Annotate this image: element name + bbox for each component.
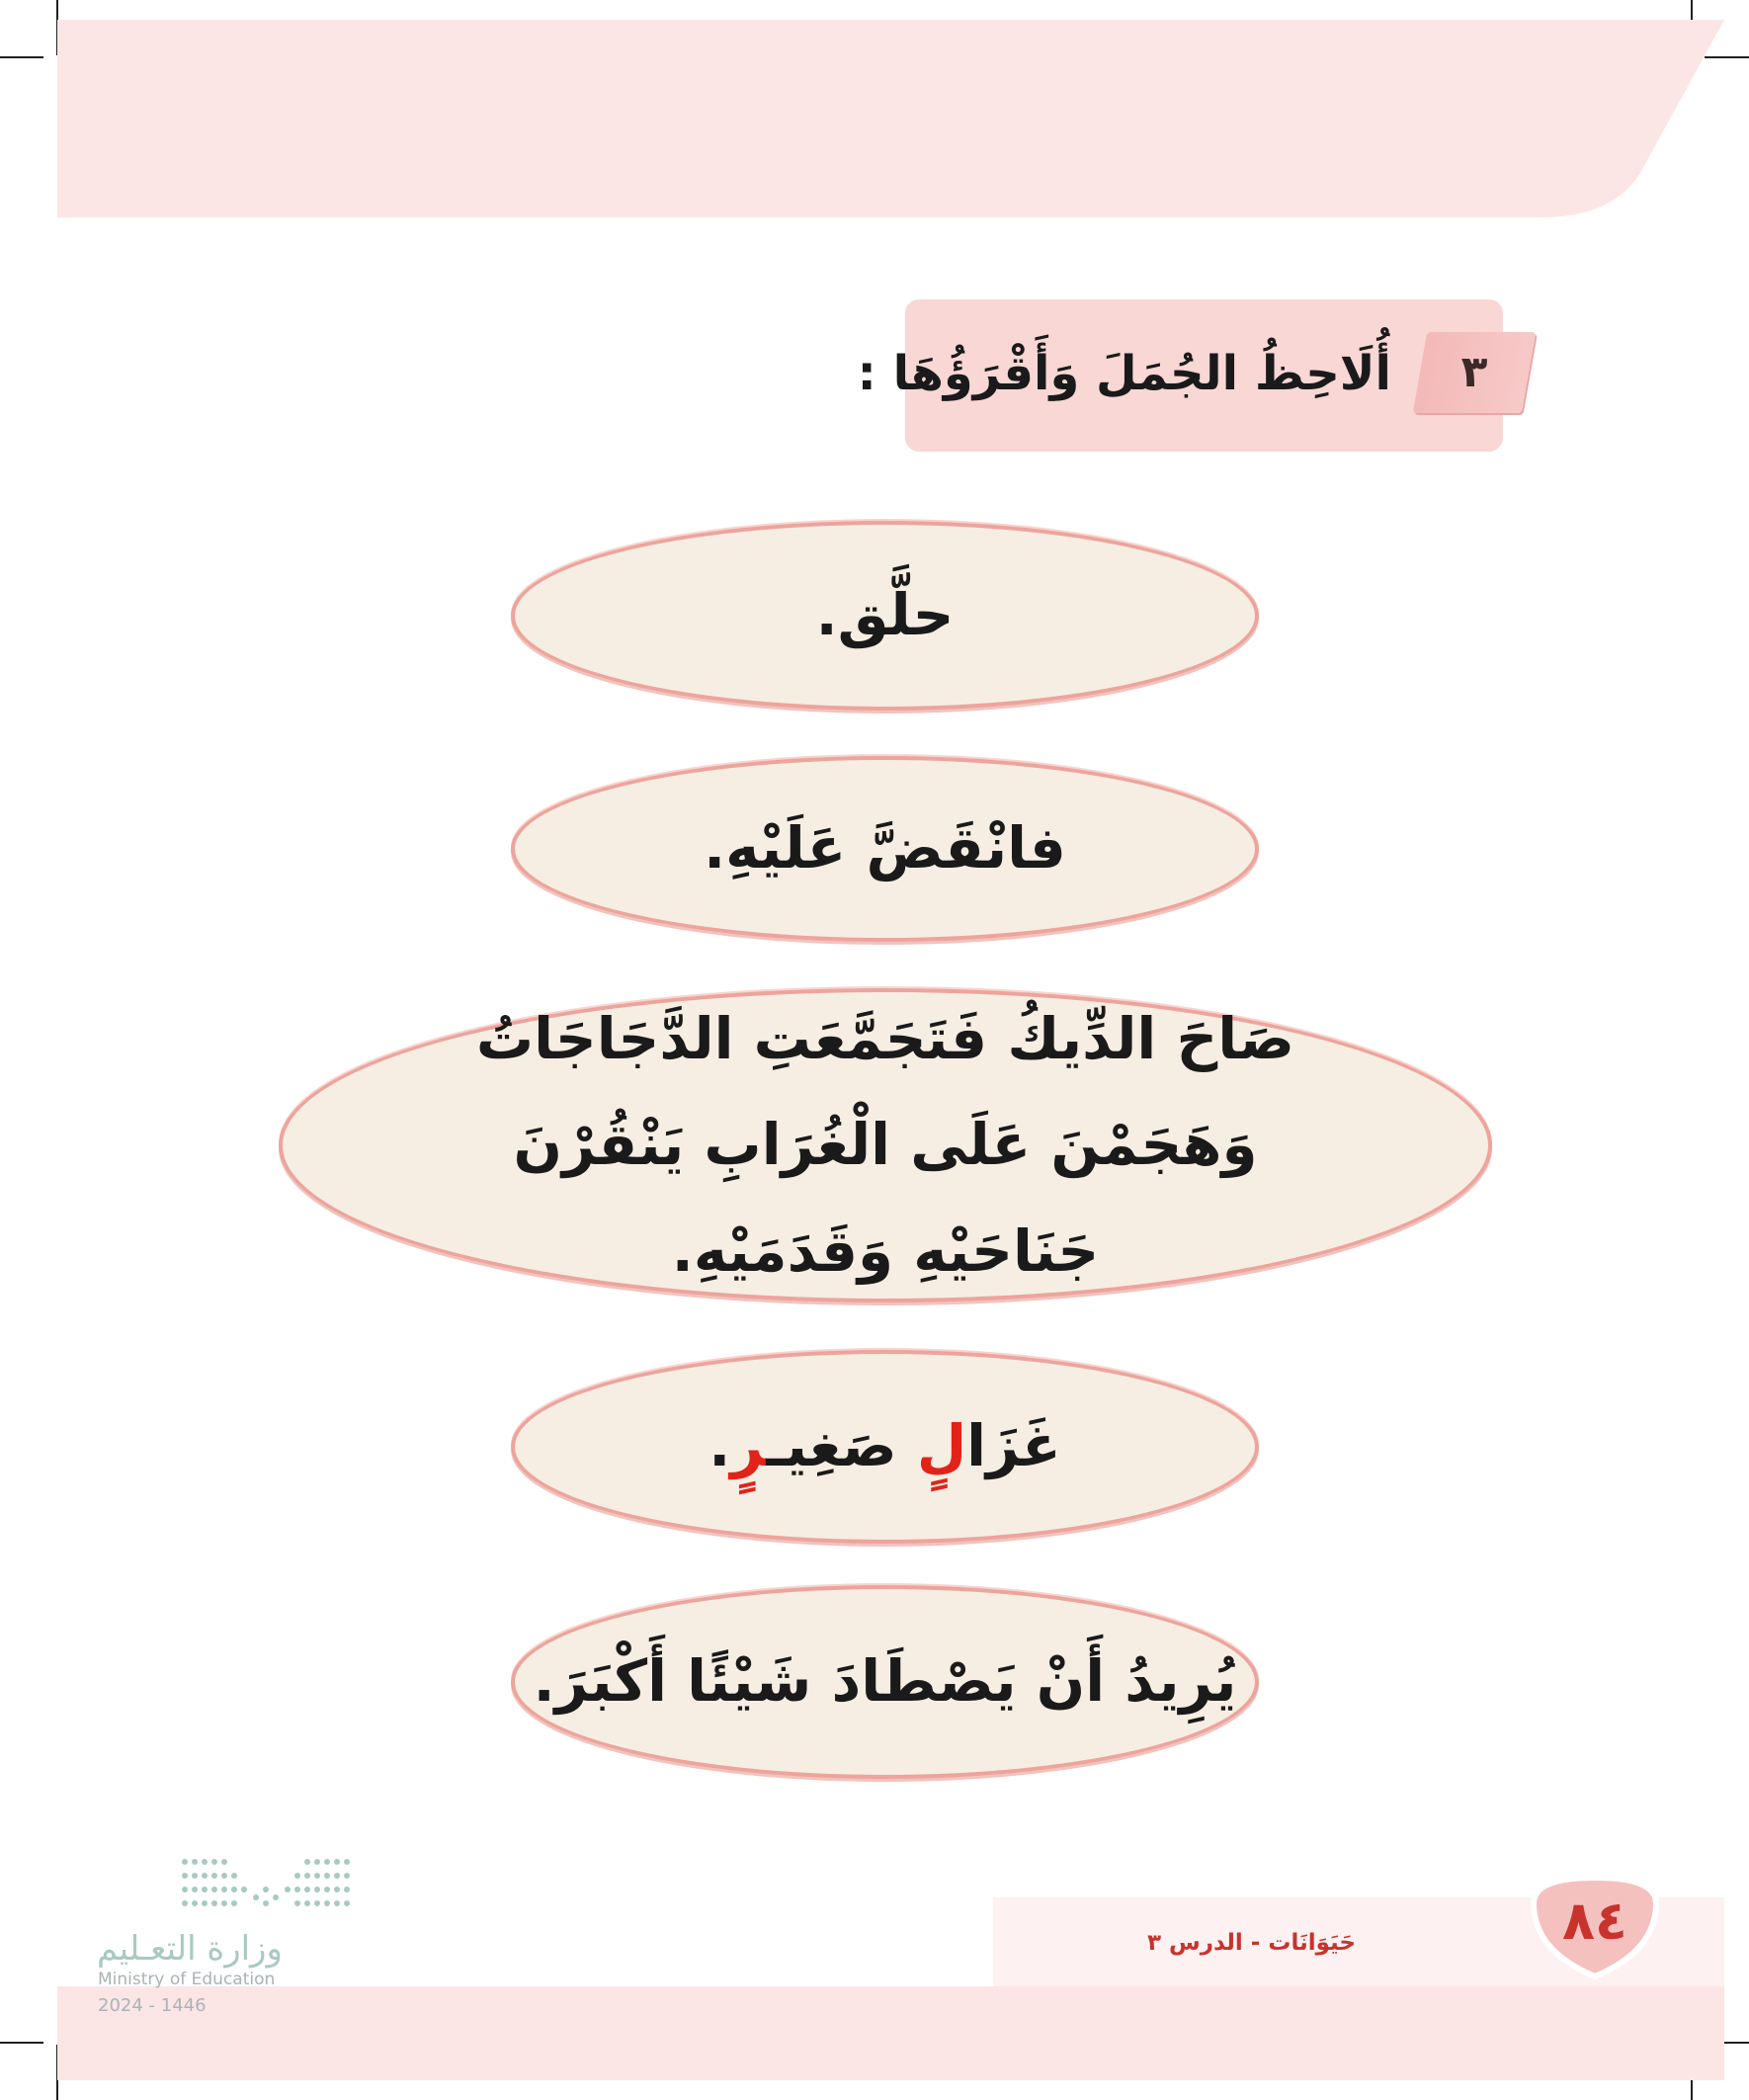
- step-number: ٣: [1460, 347, 1488, 397]
- sentence-text: [708, 1393, 1061, 1499]
- header-band: [0, 0, 1749, 217]
- sentence-text: يُرِيدُ أَنْ يَصْطَادَ شَيْئًا أَكْبَرَ.: [533, 1647, 1237, 1716]
- ministry-name-english: Ministry of Education: [98, 1970, 276, 1989]
- instruction-text: أُلَاحِظُ الجُمَلَ وَأَقْرَؤُهَا :: [857, 346, 1391, 401]
- sentence-bubble: [279, 988, 1492, 1302]
- ministry-name-arabic: وزارة التعـليم: [97, 1929, 283, 1969]
- highlighted-letter: رٍ: [730, 1412, 767, 1480]
- sentence-bubble: [511, 521, 1259, 711]
- sentence-bubble: [511, 1350, 1259, 1544]
- lesson-label: حَيَوَانَات - الدرس ٣: [1146, 1930, 1356, 1956]
- ministry-year: 2024 - 1446: [98, 1995, 207, 2016]
- sentence-bubble: [511, 756, 1259, 942]
- sentence-punctuation: .: [708, 1412, 731, 1480]
- sentence-word: غَزَا: [966, 1412, 1061, 1480]
- sentence-word: صَغِيـ: [766, 1412, 917, 1480]
- sentence-text: فانْقَضَّ عَلَيْهِ.: [704, 814, 1066, 882]
- sentence-text: صَاحَ الدِّيكُ فَتَجَمَّعَتِ الدَّجَاجَاتُ وَهَجَمْنَ عَلَى الْغُرَابِ يَنْقُرْنَ جَنَاحَيْهِ وَقَدَمَيْهِ.: [475, 1005, 1295, 1285]
- ministry-logo-icon: [181, 1858, 351, 1915]
- page-number: ٨٤: [1562, 1890, 1627, 1952]
- sentence-text: حلَّق.: [815, 581, 955, 649]
- highlighted-letter: لٍ: [916, 1412, 967, 1480]
- sentence-bubble: [511, 1585, 1259, 1779]
